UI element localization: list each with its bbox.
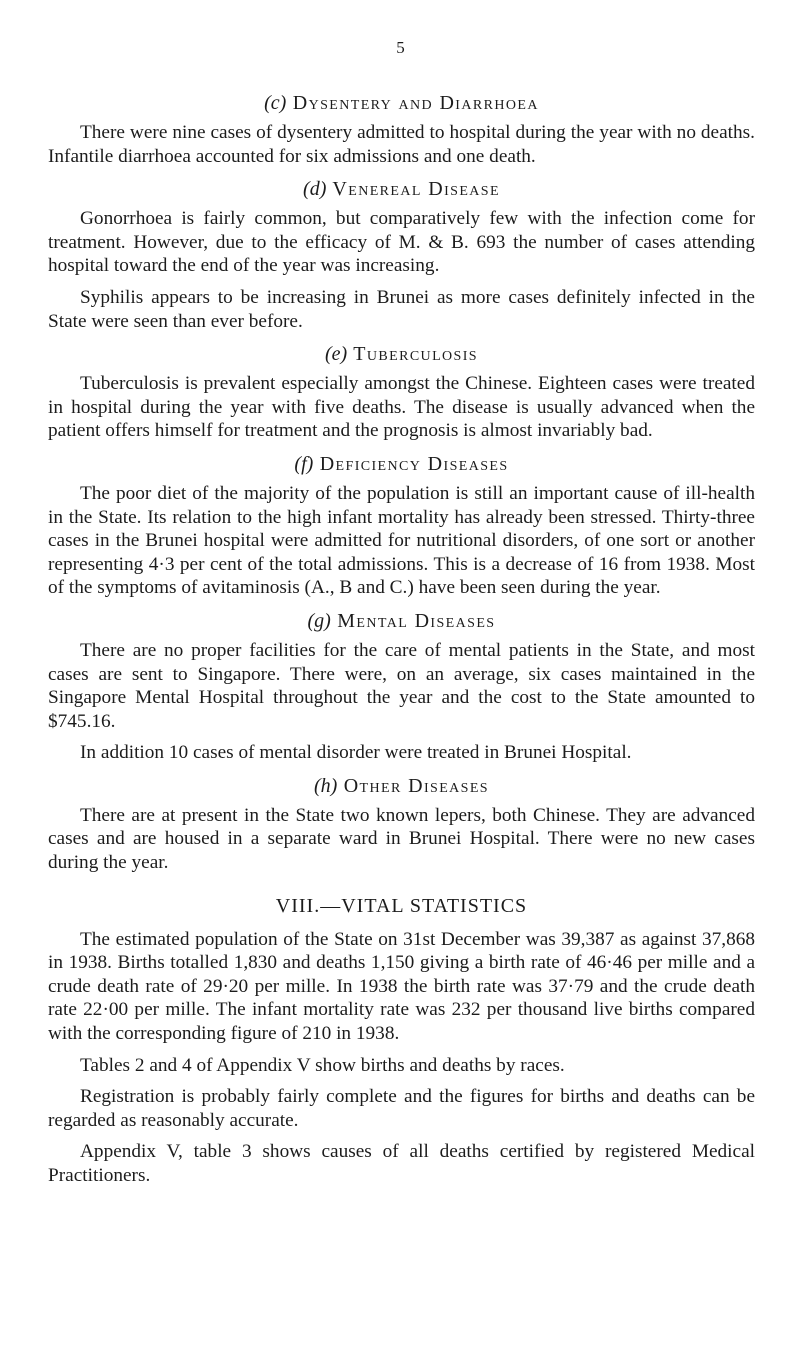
paragraph: Registration is probably fairly complete and the figures for births and deaths can be regarded as reasonably accurate.: [48, 1086, 755, 1131]
section-letter: (c): [264, 92, 287, 114]
paragraph: Syphilis appears to be increasing in Brunei as more cases definitely infected in the State were seen than ever before.: [48, 286, 755, 332]
paragraph: The poor diet of the majority of the population is still an important cause of ill-health in the State. Its relation to the high infant mortality has already been stressed. Thirty-three cases in the Brunei hospital were admitted for nutritional disorders, of one sort or another representing 4·3 per cent of the total admissions. This is a decrease of 16 from 1938. Most of the symptoms of avitaminosis (A., B and C.) have been seen during the year.: [48, 482, 755, 599]
section-heading: [48, 343, 755, 366]
paragraph: There were nine cases of dysentery admitted to hospital during the year with no deaths. Infantile diarrhoea accounted for six admissions and one death.: [48, 122, 755, 167]
section-title: Tuberculosis: [353, 343, 478, 366]
section-title: Deficiency Diseases: [319, 452, 509, 475]
section-letter: (d): [303, 178, 327, 201]
section-title: Other Diseases: [343, 774, 489, 797]
paragraph: There are at present in the State two known lepers, both Chinese. They are advanced cases and are housed in a separate ward in Brunei Hospital. There were no new cases during the year.: [48, 804, 755, 874]
section-heading: [48, 178, 755, 201]
section-heading: [48, 92, 755, 115]
paragraph: Tuberculosis is prevalent especially amongst the Chinese. Eighteen cases were treated in hospital during the year with five deaths. The disease is usually advanced when the patient offers himself for treatment and the prognosis is almost invariably bad.: [48, 373, 755, 442]
section-heading: [48, 610, 755, 633]
section-dysentery: [48, 92, 755, 168]
paragraph: Gonorrhoea is fairly common, but comparatively few with the infection come for treatment. However, due to the efficacy of M. & B. 693 the number of cases attending hospital toward the end of the year was increasing.: [48, 208, 755, 277]
paragraph: Appendix V, table 3 shows causes of all deaths certified by registered Medical Practitioners.: [48, 1141, 755, 1186]
section-mental: [48, 610, 755, 765]
page-content: [48, 92, 755, 1188]
section-title: Venereal Disease: [332, 178, 500, 201]
section-venereal: [48, 178, 755, 333]
section-heading: [48, 775, 755, 798]
page-number: 5: [396, 38, 405, 57]
section-letter: (g): [307, 609, 331, 632]
section-title: Mental Diseases: [337, 609, 496, 632]
paragraph: In addition 10 cases of mental disorder were treated in Brunei Hospital.: [80, 742, 632, 764]
chapter-number: VIII.: [275, 894, 321, 917]
section-letter: (e): [325, 343, 348, 366]
section-tuberculosis: [48, 343, 755, 443]
paragraph: The estimated population of the State on 31st December was 39,387 as against 37,868 in 1938. Births totalled 1,830 and deaths 1,150 giving a birth rate of 46·46 per mille and a crude death rate of 29·20 per mille. In 1938 the birth rate was 37·79 and the crude death rate 22·00 per mille. The infant mortality rate was 232 per thousand live births compared with the corresponding figure of 210 in 1938.: [48, 928, 755, 1045]
chapter-heading: [48, 895, 755, 918]
section-letter: (f): [294, 452, 314, 475]
chapter-vital-statistics: [48, 895, 755, 1188]
section-deficiency: [48, 453, 755, 600]
section-other: [48, 775, 755, 875]
chapter-title: VITAL STATISTICS: [341, 894, 528, 917]
section-heading: [48, 453, 755, 476]
section-letter: (h): [313, 774, 338, 797]
paragraph: There are no proper facilities for the care of mental patients in the State, and most cases are sent to Singapore. There were, on an average, six cases maintained in the Singapore Mental Hospital throughout the year and the cost to the State amounted to $745.16.: [48, 639, 755, 732]
paragraph: Tables 2 and 4 of Appendix V show births and deaths by races.: [80, 1054, 565, 1076]
section-title: Dysentery and Diarrhoea: [292, 92, 539, 114]
chapter-dash: —: [320, 894, 342, 917]
